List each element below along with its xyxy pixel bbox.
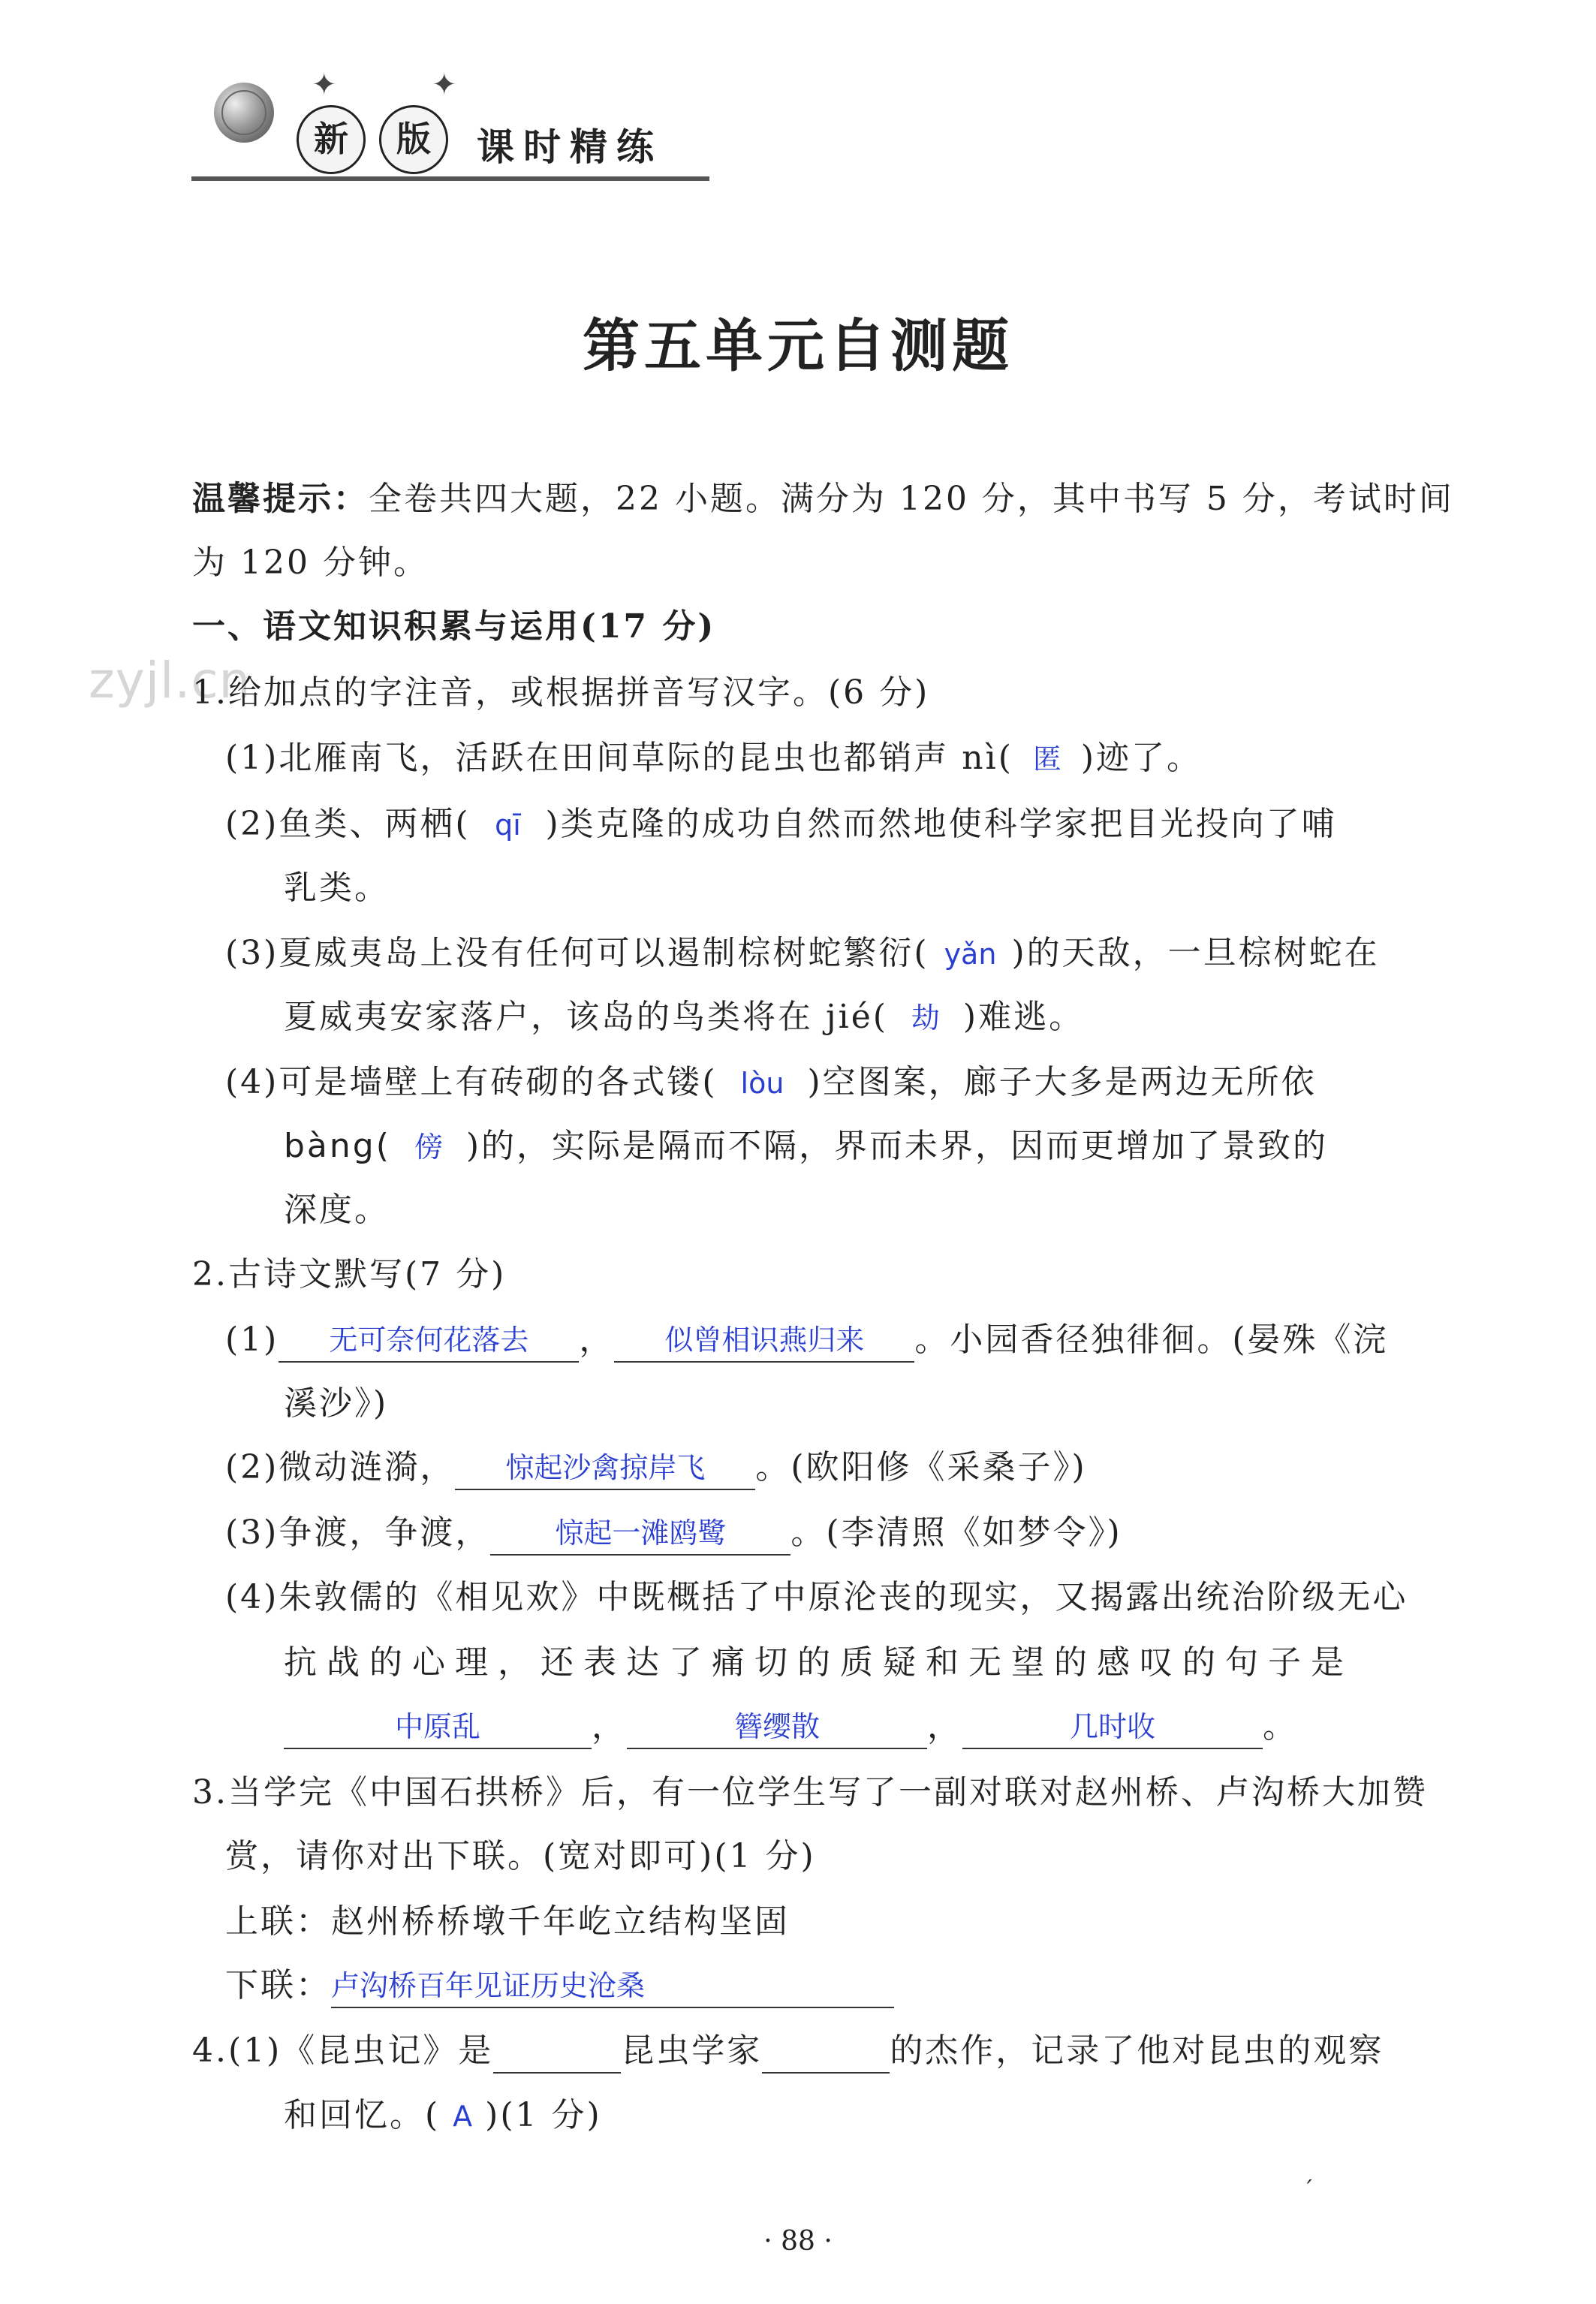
text: (2)微动涟漪， — [225, 1448, 456, 1486]
question-1-item-4 — [225, 1060, 1317, 1106]
question-3-line-2: 赏，请你对出下联。(宽对即可)(1 分) — [225, 1837, 816, 1875]
answer-handwritten: lòu — [740, 1067, 784, 1100]
question-2-stem: 2.古诗文默写(7 分) — [192, 1255, 507, 1294]
header-seal-new: 新 — [297, 105, 366, 174]
couplet-lower — [225, 1963, 894, 2008]
text: 下联： — [225, 1966, 331, 2004]
section-heading: 一、语文知识积累与运用(17 分) — [192, 607, 716, 646]
text: )类克隆的成功自然而然地使科学家把目光投向了哺 — [545, 805, 1337, 843]
answer-blank: 惊起一滩鸥鹭 — [490, 1512, 790, 1556]
couplet-upper: 上联：赵州桥桥墩千年屹立结构坚固 — [225, 1902, 790, 1941]
text: (3)争渡，争渡， — [225, 1513, 491, 1552]
question-1-item-4-end: 深度。 — [284, 1191, 390, 1229]
question-1-item-1 — [225, 736, 1202, 782]
answer-handwritten: 傍 — [414, 1131, 443, 1164]
tip-line-2: 为 120 分钟。 — [192, 544, 429, 582]
text: 昆虫学家 — [621, 2031, 763, 2070]
answer-blank: 卢沟桥百年见证历史沧桑 — [331, 1965, 894, 2008]
page-title: 第五单元自测题 — [583, 312, 1013, 379]
text: (2)鱼类、两栖( — [225, 805, 471, 843]
question-2-item-4: (4)朱敦儒的《相见欢》中既概括了中原沦丧的现实，又揭露出统治阶级无心 — [225, 1578, 1408, 1616]
answer-blank: 中原乱 — [284, 1706, 592, 1749]
text: 。(李清照《如梦令》) — [790, 1513, 1122, 1552]
stray-mark: ˊ — [1302, 2177, 1314, 2203]
text: )难逃。 — [962, 998, 1085, 1036]
tip-line-1 — [192, 477, 1454, 522]
question-2-item-2 — [225, 1445, 1087, 1490]
question-2-item-4-cont: 抗战的心理，还表达了痛切的质疑和无望的感叹的句子是 — [284, 1643, 1354, 1682]
text: 的杰作，记录了他对昆虫的观察 — [890, 2031, 1384, 2070]
answer-blank: 无可奈何花落去 — [279, 1319, 579, 1363]
text: (4)可是墙壁上有砖砌的各式镂( — [225, 1063, 718, 1101]
text: ， — [579, 1321, 615, 1359]
question-3-line-1: 3.当学完《中国石拱桥》后，有一位学生写了一副对联对赵州桥、卢沟桥大加赞 — [192, 1773, 1428, 1812]
question-4-line-2 — [284, 2093, 602, 2139]
answer-blank: 惊起沙禽掠岸飞 — [455, 1447, 755, 1490]
answer-handwritten: yǎn — [944, 938, 997, 971]
text: (3)夏威夷岛上没有任何可以遏制棕树蛇繁衍( — [225, 934, 929, 972]
text: 4.(1)《昆虫记》是 — [192, 2031, 494, 2070]
answer-handwritten: 劫 — [911, 1001, 940, 1035]
empty-blank — [762, 2072, 890, 2074]
text: 夏威夷安家落户，该岛的鸟类将在 jié( — [284, 998, 888, 1036]
question-1-item-2 — [225, 802, 1337, 848]
text: ， — [927, 1707, 962, 1745]
tip-text: 全卷共四大题，22 小题。满分为 120 分，其中书写 5 分，考试时间 — [369, 480, 1454, 518]
answer-handwritten: A — [453, 2100, 473, 2133]
text: )的天敌，一旦棕树蛇在 — [1011, 934, 1380, 972]
question-1-item-3 — [225, 931, 1380, 977]
question-4-line-1 — [192, 2028, 1384, 2074]
watermark: zyjl.cn — [89, 652, 251, 709]
question-2-item-1 — [225, 1318, 1389, 1363]
text: )(1 分) — [485, 2096, 602, 2134]
answer-handwritten: qī — [495, 809, 521, 842]
text: 。 — [1263, 1707, 1298, 1745]
answer-blank: 几时收 — [962, 1706, 1263, 1749]
text: 。小园香径独徘徊。(晏殊《浣 — [914, 1321, 1389, 1359]
sparkle-icon: ✦ — [432, 68, 457, 102]
question-1-item-2-cont: 乳类。 — [284, 869, 390, 907]
question-2-item-3 — [225, 1510, 1122, 1556]
text: )空图案，廊子大多是两边无所依 — [807, 1063, 1317, 1101]
answer-blank: 似曾相识燕归来 — [614, 1319, 914, 1363]
text: 和回忆。( — [284, 2096, 441, 2134]
text: 。(欧阳修《采桑子》) — [755, 1448, 1087, 1486]
text: (1) — [225, 1321, 279, 1359]
empty-blank — [493, 2072, 621, 2074]
question-1-item-3-cont — [284, 995, 1084, 1041]
sparkle-icon: ✦ — [312, 68, 337, 102]
question-2-item-1-cont: 溪沙》) — [284, 1384, 389, 1423]
text: (1)北雁南飞，活跃在田间草际的昆虫也都销声 nì( — [225, 739, 1013, 777]
text: bàng( — [284, 1127, 391, 1165]
header-subtitle: 课时精练 — [477, 125, 663, 169]
answer-handwritten: 匿 — [1032, 742, 1061, 776]
question-1-stem: 1.给加点的字注音，或根据拼音写汉字。(6 分) — [192, 673, 930, 712]
header-rule — [191, 176, 709, 181]
question-2-item-4-answers — [284, 1704, 1298, 1749]
header-seal-edition: 版 — [379, 105, 448, 174]
book-header — [191, 53, 709, 180]
page-number: · 88 · — [763, 2226, 833, 2257]
text: )迹了。 — [1080, 739, 1203, 777]
answer-blank: 簪缨散 — [627, 1706, 927, 1749]
globe-logo-icon — [214, 83, 274, 143]
text: )的，实际是隔而不隔，界而未界，因而更增加了景致的 — [465, 1127, 1329, 1165]
text: ， — [592, 1707, 627, 1745]
question-1-item-4-cont — [284, 1124, 1328, 1170]
tip-label: 温馨提示： — [192, 480, 369, 518]
